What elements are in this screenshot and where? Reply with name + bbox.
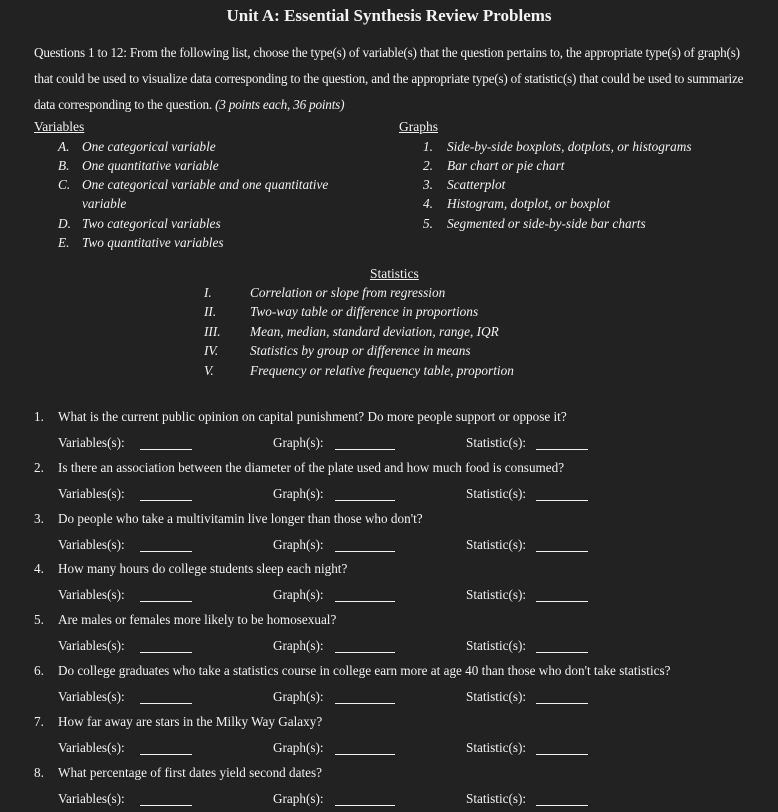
variables-item-continuation: variable bbox=[82, 196, 127, 211]
statistic-answer-label: Statistic(s): bbox=[466, 791, 527, 806]
variables-answer-blank[interactable] bbox=[140, 540, 192, 552]
question-item bbox=[34, 612, 336, 628]
question-number: 7. bbox=[34, 714, 44, 729]
statistics-item: I. Correlation or slope from regression bbox=[204, 285, 446, 300]
graphs-item: 4. Histogram, dotplot, or boxplot bbox=[423, 196, 610, 211]
graph-answer-label: Graph(s): bbox=[273, 638, 324, 653]
statistic-answer-blank[interactable] bbox=[536, 794, 588, 806]
question-number: 5. bbox=[34, 612, 44, 627]
graph-answer-label: Graph(s): bbox=[273, 791, 324, 806]
graph-answer-label: Graph(s): bbox=[273, 486, 324, 501]
question-number: 8. bbox=[34, 765, 44, 780]
instructions-text: Questions 1 to 12: From the following list, choose the type(s) of variable(s) that the question pertains to, the appropriate type(s) of graph(s) that could be used to visualize data corresponding to the question, and the appropriate type(s) of statistic(s) that could be used to summarize data corresponding to the question. bbox=[34, 45, 744, 112]
graphs-item: 2. Bar chart or pie chart bbox=[423, 158, 565, 173]
question-item bbox=[34, 663, 670, 679]
statistics-item: IV. Statistics by group or difference in means bbox=[204, 343, 471, 358]
question-text: How many hours do college students sleep each night? bbox=[58, 561, 348, 576]
graphs-heading: Graphs bbox=[399, 119, 438, 134]
variables-answer-label: Variables(s): bbox=[58, 537, 125, 552]
variables-item: C. One categorical variable and one quantitative bbox=[58, 177, 329, 192]
variables-answer-blank[interactable] bbox=[140, 590, 192, 602]
variables-answer-blank[interactable] bbox=[140, 438, 192, 450]
graph-answer-label: Graph(s): bbox=[273, 435, 324, 450]
variables-answer-label: Variables(s): bbox=[58, 587, 125, 602]
instructions-paragraph bbox=[34, 40, 754, 118]
variables-answer-label: Variables(s): bbox=[58, 435, 125, 450]
statistic-answer-label: Statistic(s): bbox=[466, 689, 527, 704]
variables-answer-label: Variables(s): bbox=[58, 638, 125, 653]
graph-answer-label: Graph(s): bbox=[273, 740, 324, 755]
statistic-answer-blank[interactable] bbox=[536, 692, 588, 704]
question-text: Is there an association between the diameter of the plate used and how much food is consumed? bbox=[58, 460, 565, 475]
statistic-answer-label: Statistic(s): bbox=[466, 740, 527, 755]
question-text: Are males or females more likely to be homosexual? bbox=[58, 612, 337, 627]
graph-answer-blank[interactable] bbox=[335, 489, 395, 501]
graph-answer-label: Graph(s): bbox=[273, 537, 324, 552]
variables-heading: Variables bbox=[34, 119, 85, 134]
question-item bbox=[34, 460, 564, 476]
graph-answer-blank[interactable] bbox=[335, 692, 395, 704]
graph-answer-blank[interactable] bbox=[335, 438, 395, 450]
variables-item: A. One categorical variable bbox=[58, 139, 216, 154]
question-text: How far away are stars in the Milky Way Galaxy? bbox=[58, 714, 323, 729]
statistic-answer-label: Statistic(s): bbox=[466, 638, 527, 653]
statistic-answer-label: Statistic(s): bbox=[466, 537, 527, 552]
question-number: 2. bbox=[34, 460, 44, 475]
variables-answer-blank[interactable] bbox=[140, 489, 192, 501]
variables-answer-label: Variables(s): bbox=[58, 740, 125, 755]
variables-answer-blank[interactable] bbox=[140, 692, 192, 704]
question-number: 1. bbox=[34, 409, 44, 424]
statistic-answer-blank[interactable] bbox=[536, 743, 588, 755]
statistic-answer-blank[interactable] bbox=[536, 641, 588, 653]
question-item bbox=[34, 765, 322, 781]
variables-answer-blank[interactable] bbox=[140, 794, 192, 806]
variables-answer-blank[interactable] bbox=[140, 743, 192, 755]
question-number: 3. bbox=[34, 511, 44, 526]
question-number: 6. bbox=[34, 663, 44, 678]
question-item bbox=[34, 561, 347, 577]
statistic-answer-blank[interactable] bbox=[536, 438, 588, 450]
statistics-item: V. Frequency or relative frequency table, proportion bbox=[204, 363, 514, 378]
question-text: Do college graduates who take a statistics course in college earn more at age 40 than those who don't take statistics? bbox=[58, 663, 671, 678]
question-number: 4. bbox=[34, 561, 44, 576]
graph-answer-label: Graph(s): bbox=[273, 689, 324, 704]
graph-answer-blank[interactable] bbox=[335, 590, 395, 602]
question-item bbox=[34, 714, 322, 730]
graph-answer-blank[interactable] bbox=[335, 540, 395, 552]
variables-item: B. One quantitative variable bbox=[58, 158, 219, 173]
graph-answer-blank[interactable] bbox=[335, 794, 395, 806]
statistics-heading: Statistics bbox=[370, 266, 419, 281]
variables-answer-label: Variables(s): bbox=[58, 486, 125, 501]
variables-item: E. Two quantitative variables bbox=[58, 235, 224, 250]
variables-item: D. Two categorical variables bbox=[58, 216, 221, 231]
graphs-item: 1. Side-by-side boxplots, dotplots, or histograms bbox=[423, 139, 692, 154]
question-text: What is the current public opinion on capital punishment? Do more people support or oppose it? bbox=[58, 409, 567, 424]
statistic-answer-label: Statistic(s): bbox=[466, 587, 527, 602]
question-item bbox=[34, 409, 567, 425]
statistic-answer-blank[interactable] bbox=[536, 489, 588, 501]
question-text: Do people who take a multivitamin live longer than those who don't? bbox=[58, 511, 423, 526]
statistic-answer-blank[interactable] bbox=[536, 590, 588, 602]
graph-answer-blank[interactable] bbox=[335, 641, 395, 653]
statistic-answer-label: Statistic(s): bbox=[466, 435, 527, 450]
graphs-item: 5. Segmented or side-by-side bar charts bbox=[423, 216, 646, 231]
graph-answer-blank[interactable] bbox=[335, 743, 395, 755]
variables-answer-blank[interactable] bbox=[140, 641, 192, 653]
statistics-item: III. Mean, median, standard deviation, range, IQR bbox=[204, 324, 499, 339]
question-item bbox=[34, 511, 423, 527]
variables-answer-label: Variables(s): bbox=[58, 689, 125, 704]
statistic-answer-label: Statistic(s): bbox=[466, 486, 527, 501]
statistics-item: II. Two-way table or difference in proportions bbox=[204, 304, 479, 319]
graphs-item: 3. Scatterplot bbox=[423, 177, 506, 192]
points-note: (3 points each, 36 points) bbox=[215, 97, 345, 112]
variables-answer-label: Variables(s): bbox=[58, 791, 125, 806]
question-text: What percentage of first dates yield second dates? bbox=[58, 765, 323, 780]
page-title: Unit A: Essential Synthesis Review Problems bbox=[226, 6, 552, 25]
statistic-answer-blank[interactable] bbox=[536, 540, 588, 552]
graph-answer-label: Graph(s): bbox=[273, 587, 324, 602]
